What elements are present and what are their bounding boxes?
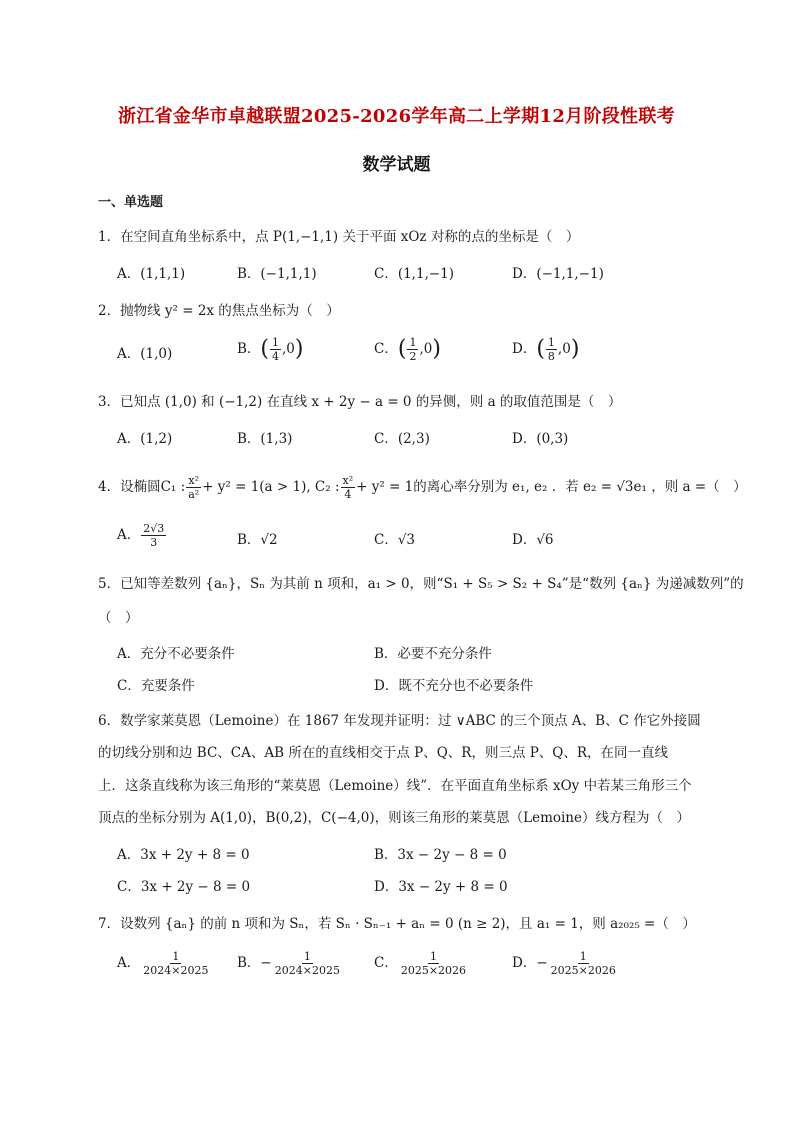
question-4-option-a[interactable] — [117, 522, 167, 549]
question-3-option-b[interactable]: B．(1,3) — [237, 431, 293, 447]
question-2-stem: 2．抛物线 y² = 2x 的焦点坐标为（ ） — [98, 303, 340, 319]
exam-title: 浙江省金华市卓越联盟2025-2026学年高二上学期12月阶段性联考 — [118, 106, 675, 127]
question-6-stem-line2: 的切线分别和边 BC、CA、AB 所在的直线相交于点 P、Q、R，则三点 P、Q、R，在同一直线 — [98, 745, 669, 761]
option-label: D．− — [512, 955, 548, 971]
option-label: A． — [117, 955, 141, 971]
question-5-option-c[interactable]: C．充要条件 — [117, 678, 195, 694]
question-7-option-c[interactable] — [374, 950, 469, 977]
option-label: B．− — [237, 955, 272, 971]
question-7-stem: 7．设数列 {aₙ} 的前 n 项和为 Sₙ，若 Sₙ · Sₙ₋₁ + aₙ = 0 (n ≥ 2)，且 a₁ = 1，则 a₂₀₂₅ =（ ） — [98, 916, 696, 932]
question-6-stem-line1: 6．数学家莱莫恩（Lemoine）在 1867 年发现并证明：过 ∨ABC 的三个顶点 A、B、C 作它外接圆 — [98, 713, 701, 729]
question-7-option-b[interactable] — [237, 950, 343, 977]
section-heading: 一、单选题 — [98, 195, 164, 210]
question-4-option-c[interactable]: C．√3 — [374, 532, 416, 548]
question-6-option-c[interactable]: C．3x + 2y − 8 = 0 — [117, 879, 251, 895]
fraction: $\frac{1}{2024\times 2025}$ — [274, 950, 340, 977]
option-label: D． — [512, 341, 537, 357]
question-7-option-d[interactable] — [512, 950, 619, 977]
question-6-stem-line4: 顶点的坐标分别为 A(1,0)，B(0,2)，C(−4,0)，则该三角形的莱莫恩（Lemoine）线方程为（ ） — [98, 810, 690, 826]
question-2-option-d[interactable]: D．( $\frac{1}{8}$ ,0) — [512, 336, 580, 363]
question-5-stem-line1: 5．已知等差数列 {aₙ}，Sₙ 为其前 n 项和，a₁ > 0，则“S₁ + S₅ > S₂ + S₄”是“数列 {aₙ} 为递减数列”的 — [98, 576, 744, 592]
question-6-option-d[interactable]: D．3x − 2y + 8 = 0 — [374, 879, 508, 895]
question-6-option-b[interactable]: B．3x − 2y − 8 = 0 — [374, 847, 507, 863]
fraction: $\frac{1}{8}$ — [547, 336, 555, 363]
question-3-stem: 3．已知点 (1,0) 和 (−1,2) 在直线 x + 2y − a = 0 的异侧，则 a 的取值范围是（ ） — [98, 394, 622, 410]
option-label: B． — [237, 341, 261, 357]
question-1-option-b[interactable]: B．(−1,1,1) — [237, 266, 317, 282]
question-4-stem: 4．设椭圆C₁ : $\frac{\text{x²}}{\text{a²}}$ + y² = 1(a > 1), C₂ : $\frac{\text{x²}}{4}$ + y² = 1的离心率分别为 e₁, e₂ ．若 e₂ = √3e₁ ，则 a =（ ） — [98, 474, 747, 501]
question-1-option-d[interactable]: D．(−1,1,−1) — [512, 266, 604, 282]
question-2-option-a[interactable]: A．(1,0) — [117, 346, 173, 362]
fraction: $\frac{1}{2024\times 2025}$ — [143, 950, 209, 977]
question-3-option-a[interactable]: A．(1,2) — [117, 431, 173, 447]
question-2-option-b[interactable]: B．( $\frac{1}{4}$ ,0) — [237, 336, 304, 363]
fraction: $\frac{2√3}{3}$ — [143, 522, 165, 549]
question-5-stem-line2: （ ） — [98, 610, 139, 626]
fraction: $\frac{\text{x²}}{4}$ — [342, 474, 354, 501]
question-5-option-a[interactable]: A．充分不必要条件 — [117, 646, 235, 662]
option-label: C． — [374, 955, 398, 971]
question-6-stem-line3: 上．这条直线称为该三角形的“莱莫恩（Lemoine）线”．在平面直角坐标系 xOy 中若某三角形三个 — [98, 778, 692, 794]
question-4-option-d[interactable]: D．√6 — [512, 532, 554, 548]
question-1-option-c[interactable]: C．(1,1,−1) — [374, 266, 455, 282]
question-6-option-a[interactable]: A．3x + 2y + 8 = 0 — [117, 847, 250, 863]
option-label: C． — [374, 341, 398, 357]
question-1-option-a[interactable]: A．(1,1,1) — [117, 266, 186, 282]
fraction: $\frac{1}{2025\times 2026}$ — [550, 950, 616, 977]
exam-subtitle: 数学试题 — [362, 155, 431, 175]
fraction: $\frac{1}{2}$ — [409, 336, 417, 363]
question-1-stem: 1．在空间直角坐标系中，点 P(1,−1,1) 关于平面 xOz 对称的点的坐标是（ ） — [98, 229, 580, 245]
fraction: $\frac{1}{4}$ — [272, 336, 280, 363]
question-3-option-c[interactable]: C．(2,3) — [374, 431, 430, 447]
question-2-option-c[interactable]: C．( $\frac{1}{2}$ ,0) — [374, 336, 441, 363]
fraction: $\frac{1}{2025\times 2026}$ — [400, 950, 467, 977]
question-4-option-b[interactable]: B．√2 — [237, 532, 278, 548]
question-3-option-d[interactable]: D．(0,3) — [512, 431, 569, 447]
question-5-option-b[interactable]: B．必要不充分条件 — [374, 646, 492, 662]
option-label: A． — [117, 527, 141, 543]
fraction: $\frac{\text{x²}}{\text{a²}}$ — [188, 474, 200, 501]
question-7-option-a[interactable] — [117, 950, 211, 977]
question-5-option-d[interactable]: D．既不充分也不必要条件 — [374, 678, 534, 694]
